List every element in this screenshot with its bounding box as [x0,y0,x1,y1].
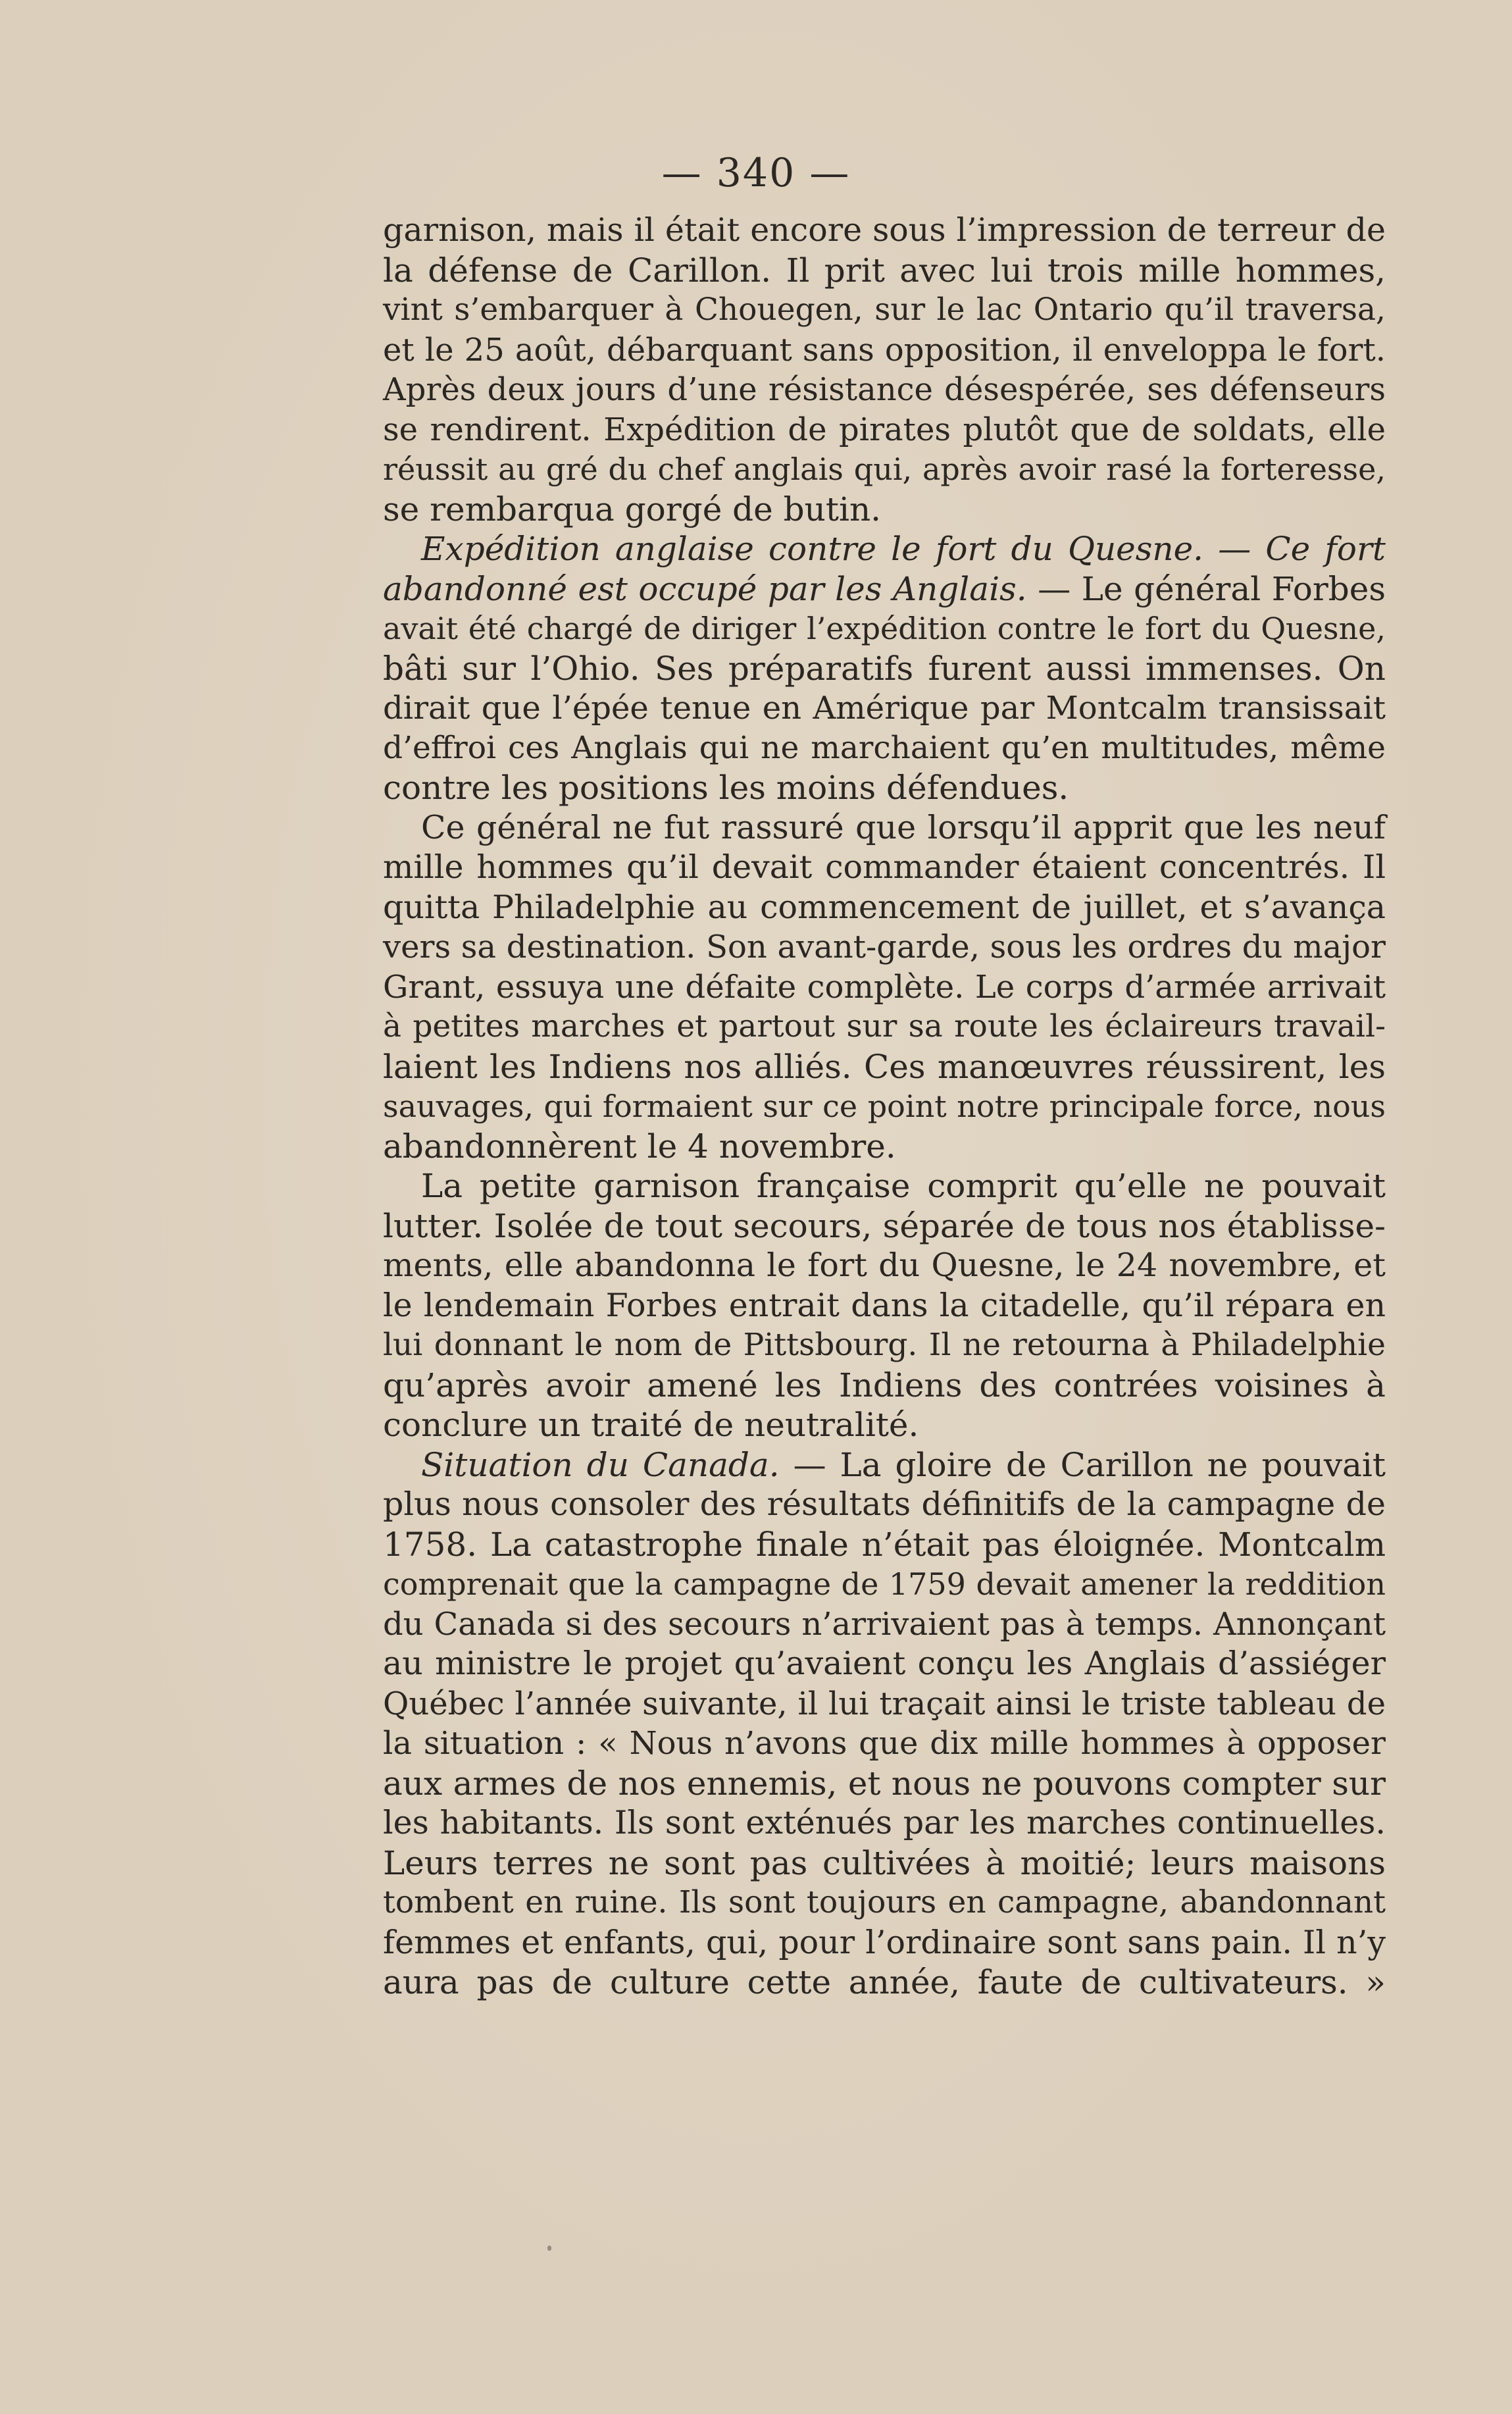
text-line: vers sa destination. Son avant-garde, sous les ordres du major [383,929,1386,965]
text-line: la situation : « Nous n’avons que dix mille hommes à opposer [383,1725,1386,1762]
text-line: femmes et enfants, qui, pour l’ordinaire sont sans pain. Il n’y [383,1923,1386,1961]
text-line [383,1445,1386,1485]
text-line: Après deux jours d’une résistance désespérée, ses défenseurs [383,371,1386,408]
text-line: tombent en ruine. Ils sont toujours en campagne, abandonnant [383,1884,1386,1920]
text-line: Leurs terres ne sont pas cultivées à moitié; leurs maisons [383,1843,1386,1882]
text-line: les habitants. Ils sont exténués par les marches continuelles. [383,1804,1386,1841]
text-line: 1758. La catastrophe finale n’était pas éloignée. Montcalm [383,1525,1386,1564]
text-line: le lendemain Forbes entrait dans la citadelle, qu’il répara en [383,1286,1386,1324]
text-line: contre les positions les moins défendues. [383,769,1069,807]
line-text: — Le général Forbes [1026,569,1386,608]
text-line: conclure un traité de neutralité. [383,1406,919,1444]
text-line: plus nous consoler des résultats définitifs de la campagne de [383,1485,1386,1523]
text-line: qu’après avoir amené les Indiens des contrées voisines à [383,1366,1386,1404]
text-line: réussit au gré du chef anglais qui, après avoir rasé la forteresse, [383,451,1386,487]
text-line: mille hommes qu’il devait commander étaient concentrés. Il [383,848,1386,886]
text-line: abandonnèrent le 4 novembre. [383,1127,896,1166]
text-line: bâti sur l’Ohio. Ses préparatifs furent aussi immenses. On [383,649,1386,688]
ink-speck [547,2246,551,2251]
text-line: aux armes de nos ennemis, et nous ne pouvons compter sur [383,1764,1386,1803]
text-line: lui donnant le nom de Pittsbourg. Il ne retourna à Philadelphie [383,1327,1386,1363]
text-line: Grant, essuya une défaite complète. Le corps d’armée arrivait [383,968,1386,1006]
body-text [383,211,1386,2003]
italic-heading: Situation du Canada. [421,1445,780,1484]
text-line: du Canada si des secours n’arrivaient pas à temps. Annonçant [383,1605,1386,1643]
italic-heading: abandonné est occupé par les Anglais. [383,569,1027,608]
text-line: à petites marches et partout sur sa route les éclaireurs travail- [383,1008,1386,1044]
text-line: sauvages, qui formaient sur ce point notre principale force, nous [383,1089,1386,1124]
text-line: comprenait que la campagne de 1759 devait amener la reddition [383,1566,1386,1602]
text-line: avait été chargé de diriger l’expédition contre le fort du Quesne, [383,611,1386,646]
text-line: garnison, mais il était encore sous l’impression de terreur de [383,211,1386,249]
line-text: — La gloire de Carillon ne pouvait [779,1445,1386,1484]
text-line: et le 25 août, débarquant sans opposition, il enveloppa le fort. [383,331,1386,369]
text-line [383,569,1386,609]
text-line: dirait que l’épée tenue en Amérique par Montcalm transissait [383,690,1386,727]
text-line: d’effroi ces Anglais qui ne marchaient qu’en multitudes, même [383,729,1386,766]
text-line: ments, elle abandonna le fort du Quesne, le 24 novembre, et [383,1246,1386,1284]
text-line: Ce général ne fut rassuré que lorsqu’il apprit que les neuf [421,808,1386,846]
text-line: lutter. Isolée de tout secours, séparée de tous nos établisse- [383,1206,1386,1245]
text-line: au ministre le projet qu’avaient conçu les Anglais d’assiéger [383,1645,1386,1682]
text-line: se rendirent. Expédition de pirates plutôt que de soldats, elle [383,411,1386,448]
text-line: la défense de Carillon. Il prit avec lui trois mille hommes, [383,251,1386,290]
text-line: se rembarqua gorgé de butin. [383,490,882,528]
text-line: La petite garnison française comprit qu’elle ne pouvait [421,1167,1386,1205]
page-number: — 340 — [661,150,851,196]
text-line: Québec l’année suivante, il lui traçait ainsi le triste tableau de [383,1685,1386,1722]
text-line: Expédition anglaise contre le fort du Quesne. — Ce fort [421,530,1386,568]
text-line: aura pas de culture cette année, faute de cultivateurs. » [383,1963,1386,2001]
text-line: laient les Indiens nos alliés. Ces manœuvres réussirent, les [383,1047,1386,1086]
text-line: quitta Philadelphie au commencement de juillet, et s’avança [383,888,1386,926]
text-line: vint s’embarquer à Chouegen, sur le lac Ontario qu’il traversa, [383,292,1386,328]
